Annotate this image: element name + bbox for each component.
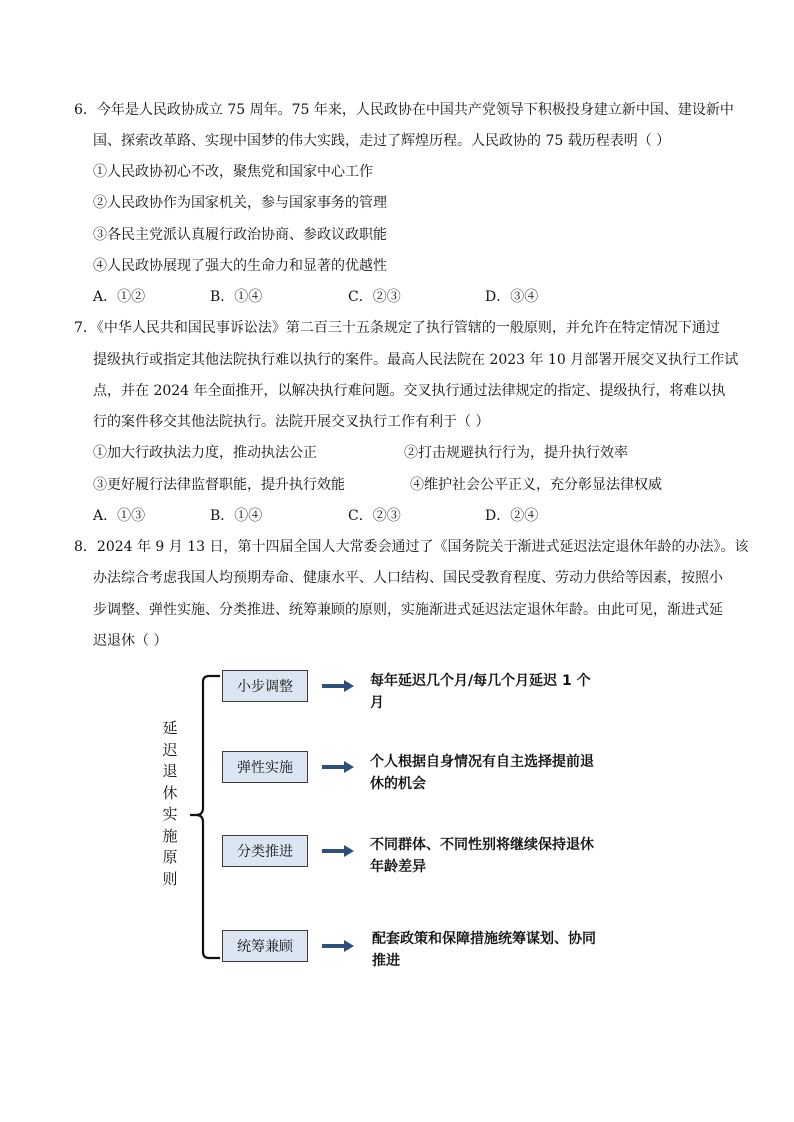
- q6-stem-line-2: 国、探索改革路、实现中国梦的伟大实践，走过了辉煌历程。人民政协的 75 载历程表明（ ）: [93, 133, 671, 149]
- q7-stem-line-2: 提级执行或指定其他法院执行难以执行的案件。最高人民法院在 2023 年 10 月部署开展交叉执行工作试: [93, 352, 739, 368]
- q8-stem-line-1: 8．2024 年 9 月 13 日，第十四届全国人大常委会通过了《国务院关于渐进式延迟法定退休年龄的办法》。该: [74, 539, 749, 555]
- q7-stem-line-3: 点，并在 2024 年全面推开，以解决执行难问题。交叉执行通过法律规定的指定、提级执行，将难以执: [93, 383, 726, 399]
- q6-option-c: C．②③: [348, 289, 401, 305]
- q7-option-c: C．②③: [348, 508, 401, 524]
- q6-statement-3: ③各民主党派认真履行政治协商、参政议政职能: [93, 227, 387, 243]
- q7-stem-line-4: 行的案件移交其他法院执行。法院开展交叉执行工作有利于（ ）: [93, 414, 490, 430]
- q8-stem-line-4: 迟退休（ ）: [93, 633, 168, 649]
- principle-desc-3: 不同群体、不同性别将继续保持退休年龄差异: [370, 837, 594, 875]
- right-arrow-icon: [322, 761, 354, 773]
- q6-statement-2: ②人民政协作为国家机关，参与国家事务的管理: [93, 195, 387, 211]
- right-arrow-icon: [322, 845, 354, 857]
- q6-option-b: B．①④: [210, 289, 263, 305]
- q7-statement-2: ②打击规避执行行为，提升执行效率: [404, 445, 628, 461]
- q6-option-d: D．③④: [485, 289, 539, 305]
- q7-statement-1: ①加大行政执法力度，推动执法公正: [93, 445, 317, 461]
- q6-statement-4: ④人民政协展现了强大的生命力和显著的优越性: [93, 258, 387, 274]
- principle-box-1: 小步调整: [222, 670, 308, 702]
- principle-box-2: 弹性实施: [222, 751, 308, 783]
- q7-option-a: A．①③: [93, 508, 146, 524]
- principle-box-3: 分类推进: [222, 835, 308, 867]
- principle-box-4: 统筹兼顾: [222, 930, 308, 962]
- right-arrow-icon: [322, 680, 354, 692]
- q8-stem-line-3: 步调整、弹性实施、分类推进、统筹兼顾的原则，实施渐进式延迟法定退休年龄。由此可见，渐进式延: [93, 602, 723, 618]
- q7-option-d: D．②④: [485, 508, 539, 524]
- principle-desc-1: 每年延迟几个月/每几个月延迟 1 个月: [370, 673, 591, 711]
- diagram-brace: [190, 676, 220, 958]
- q8-stem-line-2: 办法综合考虑我国人均预期寿命、健康水平、人口结构、国民受教育程度、劳动力供给等因素，按照小: [93, 570, 723, 586]
- right-arrow-icon: [322, 940, 354, 952]
- q6-option-a: A．①②: [93, 289, 146, 305]
- q6-stem-line-1: 6．今年是人民政协成立 75 周年。75 年来，人民政协在中国共产党领导下积极投身建立新中国、建设新中: [74, 102, 734, 118]
- q7-statement-3: ③更好履行法律监督职能，提升执行效能: [93, 477, 345, 493]
- q6-statement-1: ①人民政协初心不改，聚焦党和国家中心工作: [93, 164, 373, 180]
- q7-statement-4: ④维护社会公平正义，充分彰显法律权威: [410, 477, 662, 493]
- q7-option-b: B．①④: [210, 508, 263, 524]
- principle-desc-2: 个人根据自身情况有自主选择提前退休的机会: [370, 754, 594, 792]
- q7-stem-line-1: 7．《中华人民共和国民事诉讼法》第二百三十五条规定了执行管辖的一般原则，并允许在特定情况下通过: [74, 320, 720, 336]
- diagram-side-title: 延迟退休实施原则: [162, 719, 178, 888]
- principle-desc-4: 配套政策和保障措施统筹谋划、协同推进: [372, 931, 596, 969]
